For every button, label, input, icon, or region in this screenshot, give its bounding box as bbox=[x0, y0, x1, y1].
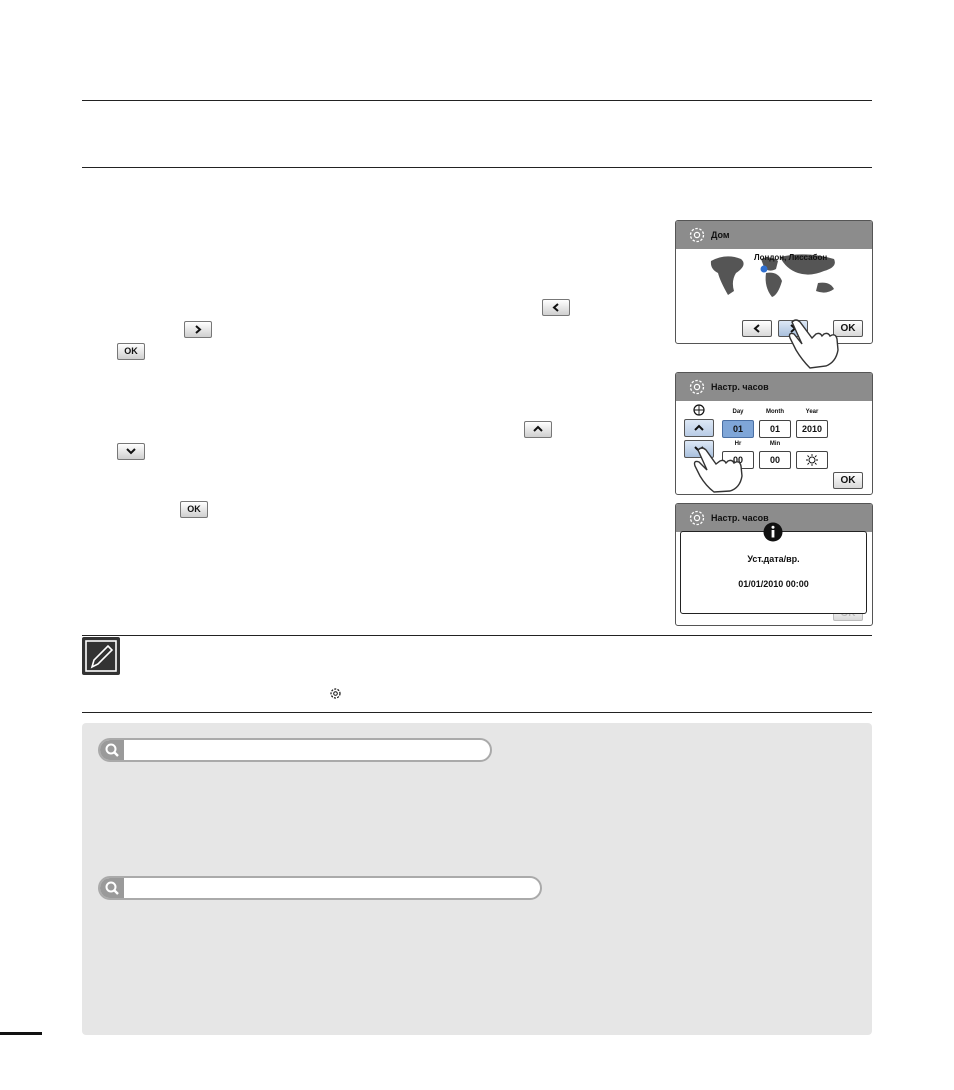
month-field[interactable]: 01 bbox=[759, 420, 791, 438]
tip-heading-bar-1 bbox=[98, 738, 492, 762]
screen-title: Дом bbox=[711, 230, 730, 240]
info-popup bbox=[680, 531, 867, 614]
hour-field[interactable]: 00 bbox=[722, 451, 754, 469]
note-bottom-rule bbox=[82, 712, 872, 713]
top-rule bbox=[82, 100, 872, 101]
right-arrow-button bbox=[184, 321, 212, 338]
prev-city-button[interactable] bbox=[742, 320, 772, 337]
gear-icon bbox=[688, 509, 706, 527]
header-bottom-rule bbox=[82, 167, 872, 168]
month-label: Month bbox=[766, 409, 784, 415]
gear-icon bbox=[688, 226, 706, 244]
pointing-hand-icon bbox=[692, 446, 744, 494]
ok-button-inline: OK bbox=[117, 343, 145, 360]
hour-label: Hr bbox=[734, 441, 742, 447]
screen-title: Настр. часов bbox=[711, 513, 769, 523]
settings-icon bbox=[329, 687, 342, 700]
ok-button[interactable]: OK bbox=[833, 472, 863, 489]
screen-title: Настр. часов bbox=[711, 382, 769, 392]
year-label: Year bbox=[805, 409, 819, 415]
popup-datetime: 01/01/2010 00:00 bbox=[738, 579, 809, 589]
minute-label: Min bbox=[769, 441, 781, 447]
magnifier-icon bbox=[100, 740, 124, 760]
value-up-button[interactable] bbox=[684, 419, 714, 437]
chevron-right-icon bbox=[194, 325, 202, 334]
up-arrow-button bbox=[524, 421, 552, 438]
chevron-down-icon bbox=[126, 447, 136, 455]
note-pencil-icon bbox=[82, 637, 120, 675]
pointing-hand-icon bbox=[786, 316, 842, 370]
screen-clock-confirm bbox=[675, 503, 873, 626]
magnifier-icon bbox=[100, 878, 124, 898]
info-icon bbox=[763, 522, 783, 542]
screen-header bbox=[676, 221, 872, 249]
chevron-up-icon bbox=[694, 424, 704, 432]
dst-toggle[interactable] bbox=[796, 451, 828, 469]
tip-heading-bar-2 bbox=[98, 876, 542, 900]
sun-icon bbox=[806, 454, 818, 466]
city-label: Лондон, Лиссабон bbox=[754, 253, 828, 262]
tip-box bbox=[82, 723, 872, 1035]
page-edge-mark bbox=[0, 1032, 42, 1035]
gear-icon bbox=[688, 378, 706, 396]
screen-home-city bbox=[675, 220, 873, 344]
note-top-rule bbox=[82, 635, 872, 636]
left-arrow-button bbox=[542, 299, 570, 316]
chevron-left-icon bbox=[552, 303, 560, 312]
day-label: Day bbox=[732, 409, 744, 415]
ok-button-inline-2: OK bbox=[180, 501, 208, 518]
chevron-left-icon bbox=[753, 324, 761, 333]
minute-field[interactable]: 00 bbox=[759, 451, 791, 469]
day-field[interactable]: 01 bbox=[722, 420, 754, 438]
year-field[interactable]: 2010 bbox=[796, 420, 828, 438]
screen-header bbox=[676, 373, 872, 401]
popup-message: Уст.дата/вр. bbox=[747, 554, 800, 564]
ok-button[interactable]: OK bbox=[833, 320, 863, 337]
world-icon bbox=[692, 404, 706, 416]
chevron-up-icon bbox=[533, 425, 543, 433]
down-arrow-button bbox=[117, 443, 145, 460]
